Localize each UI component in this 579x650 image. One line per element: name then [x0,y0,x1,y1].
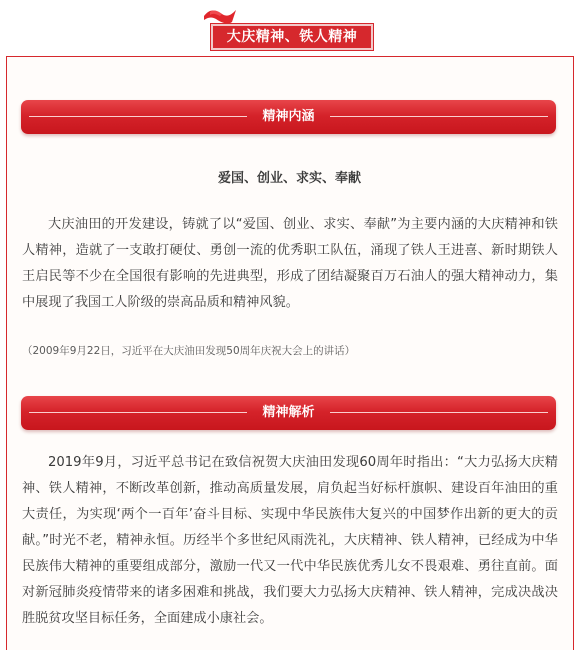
section-header-label: 精神解析 [262,405,315,420]
source-note: （2009年9月22日，习近平在大庆油田发现50周年庆祝大会上的讲话） [22,345,356,357]
section-subtitle: 爱国、创业、求实、奉献 [217,171,361,186]
section-header-analysis [21,396,556,430]
header-divider-right [330,412,548,413]
red-flag-icon [202,6,238,26]
section-header-label: 精神内涵 [262,109,315,124]
paragraph-connotation: 大庆油田的开发建设，铸就了以“爱国、创业、求实、奉献”为主要内涵的大庆精神和铁人精神，造就了一支敢打硬仗、勇创一流的优秀职工队伍，涌现了铁人王进喜、新时期铁人王启民等不少在全国很有影响的先进典型，形成了团结凝聚百万石油人的强大精神动力，集中展现了我国工人阶级的崇高品质和精神风貌。 [22,217,558,310]
page-title: 大庆精神、铁人精神 [211,24,373,50]
section-header-connotation [21,100,556,134]
paragraph-analysis: 2019年9月，习近平总书记在致信祝贺大庆油田发现60周年时指出：“大力弘扬大庆精神、铁人精神，不断改革创新，推动高质量发展，肩负起当好标杆旗帜、建设百年油田的重大责任，为实现‘两个一百年’奋斗目标、实现中华民族伟大复兴的中国梦作出新的更大的贡献。”时光不老，精神永恒。历经半个多世纪风雨洗礼，大庆精神、铁人精神，已经成为中华民族伟大精神的重要组成部分，激励一代又一代中华民族优秀儿女不畏艰难、勇往直前。面对新冠肺炎疫情带来的诸多困难和挑战，我们要大力弘扬大庆精神、铁人精神，完成决战决胜脱贫攻坚目标任务，全面建成小康社会。 [22,455,558,626]
header-divider-right [330,116,548,117]
